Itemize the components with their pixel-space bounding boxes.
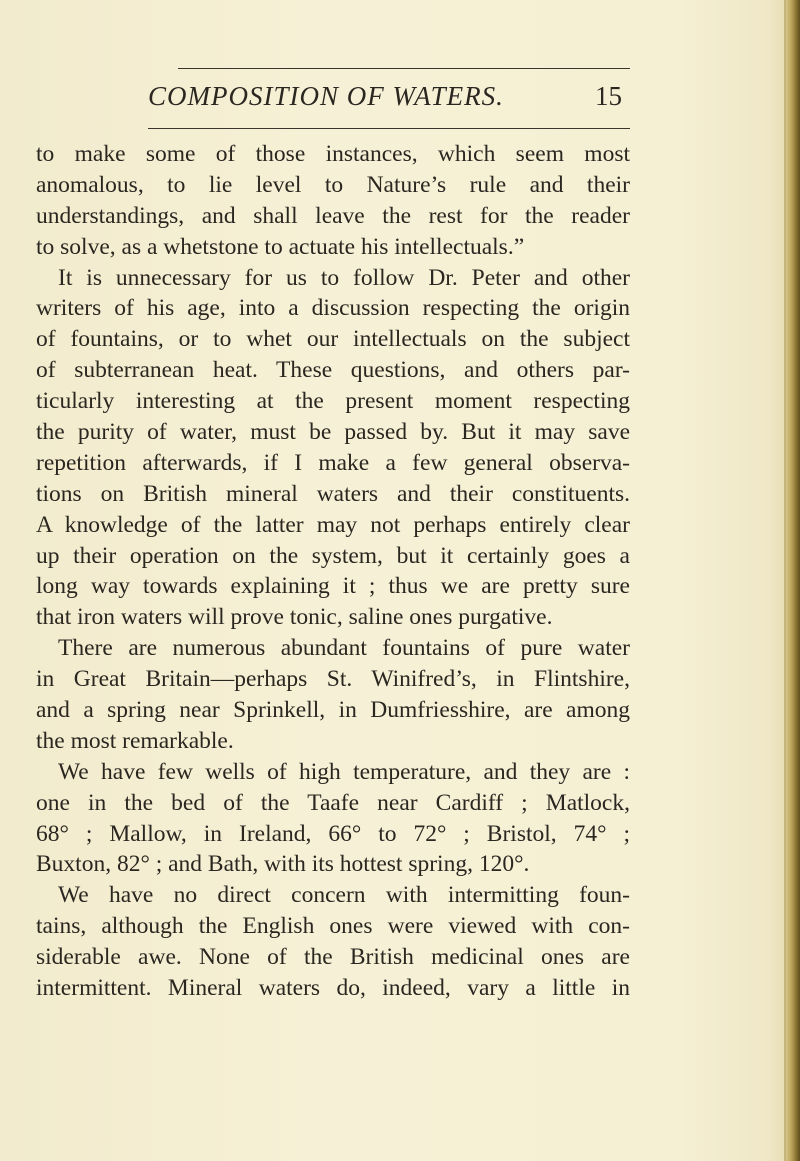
text-line: repetition afterwards, if I make a few general observa- — [36, 449, 630, 476]
text-line: tions on British mineral waters and their constituents. — [36, 480, 630, 507]
text-line: It is unnecessary for us to follow Dr. Peter and other — [58, 264, 630, 291]
text-line: intermittent. Mineral waters do, indeed, vary a little in — [36, 975, 630, 1002]
body-text — [36, 139, 630, 1004]
text-line: understandings, and shall leave the rest for the reader — [36, 202, 630, 229]
text-line: one in the bed of the Taafe near Cardiff ; Matlock, — [36, 789, 630, 816]
text-line: There are numerous abundant fountains of pure water — [58, 635, 630, 662]
book-binding-edge — [786, 0, 800, 1161]
text-line: We have no direct concern with intermitting foun- — [58, 882, 630, 909]
text-line: writers of his age, into a discussion respecting the origin — [36, 295, 630, 322]
running-header — [148, 78, 630, 114]
text-line: the most remarkable. — [36, 727, 234, 754]
text-line: to solve, as a whetstone to actuate his intellectuals.” — [36, 233, 525, 260]
text-line: A knowledge of the latter may not perhaps entirely clear — [36, 511, 630, 538]
text-line: siderable awe. None of the British medicinal ones are — [36, 944, 630, 971]
page-number: 15 — [595, 81, 622, 111]
text-line: long way towards explaining it ; thus we are pretty sure — [36, 573, 630, 600]
text-line: in Great Britain—perhaps St. Winifred’s, in Flintshire, — [36, 666, 630, 693]
text-line: ticularly interesting at the present moment respecting — [36, 388, 630, 415]
text-line: We have few wells of high temperature, and they are : — [58, 758, 630, 785]
text-line: that iron waters will prove tonic, saline ones purgative. — [36, 604, 553, 631]
text-line: tains, although the English ones were viewed with con- — [36, 913, 630, 940]
text-line: the purity of water, must be passed by. But it may save — [36, 419, 630, 446]
top-rule — [178, 68, 630, 69]
text-line: of fountains, or to whet our intellectuals on the subject — [36, 326, 630, 353]
text-line: to make some of those instances, which seem most — [36, 141, 630, 167]
text-line: 68° ; Mallow, in Ireland, 66° to 72° ; Bristol, 74° ; — [36, 820, 630, 847]
running-title: COMPOSITION OF WATERS. — [148, 81, 504, 111]
text-line: of subterranean heat. These questions, and others par- — [36, 357, 630, 384]
text-line: up their operation on the system, but it certainly goes a — [36, 542, 630, 569]
header-underline — [148, 128, 630, 129]
text-line: anomalous, to lie level to Nature’s rule and their — [36, 171, 630, 198]
text-line: Buxton, 82° ; and Bath, with its hottest spring, 120°. — [36, 851, 530, 878]
text-line: and a spring near Sprinkell, in Dumfriesshire, are among — [36, 697, 630, 724]
